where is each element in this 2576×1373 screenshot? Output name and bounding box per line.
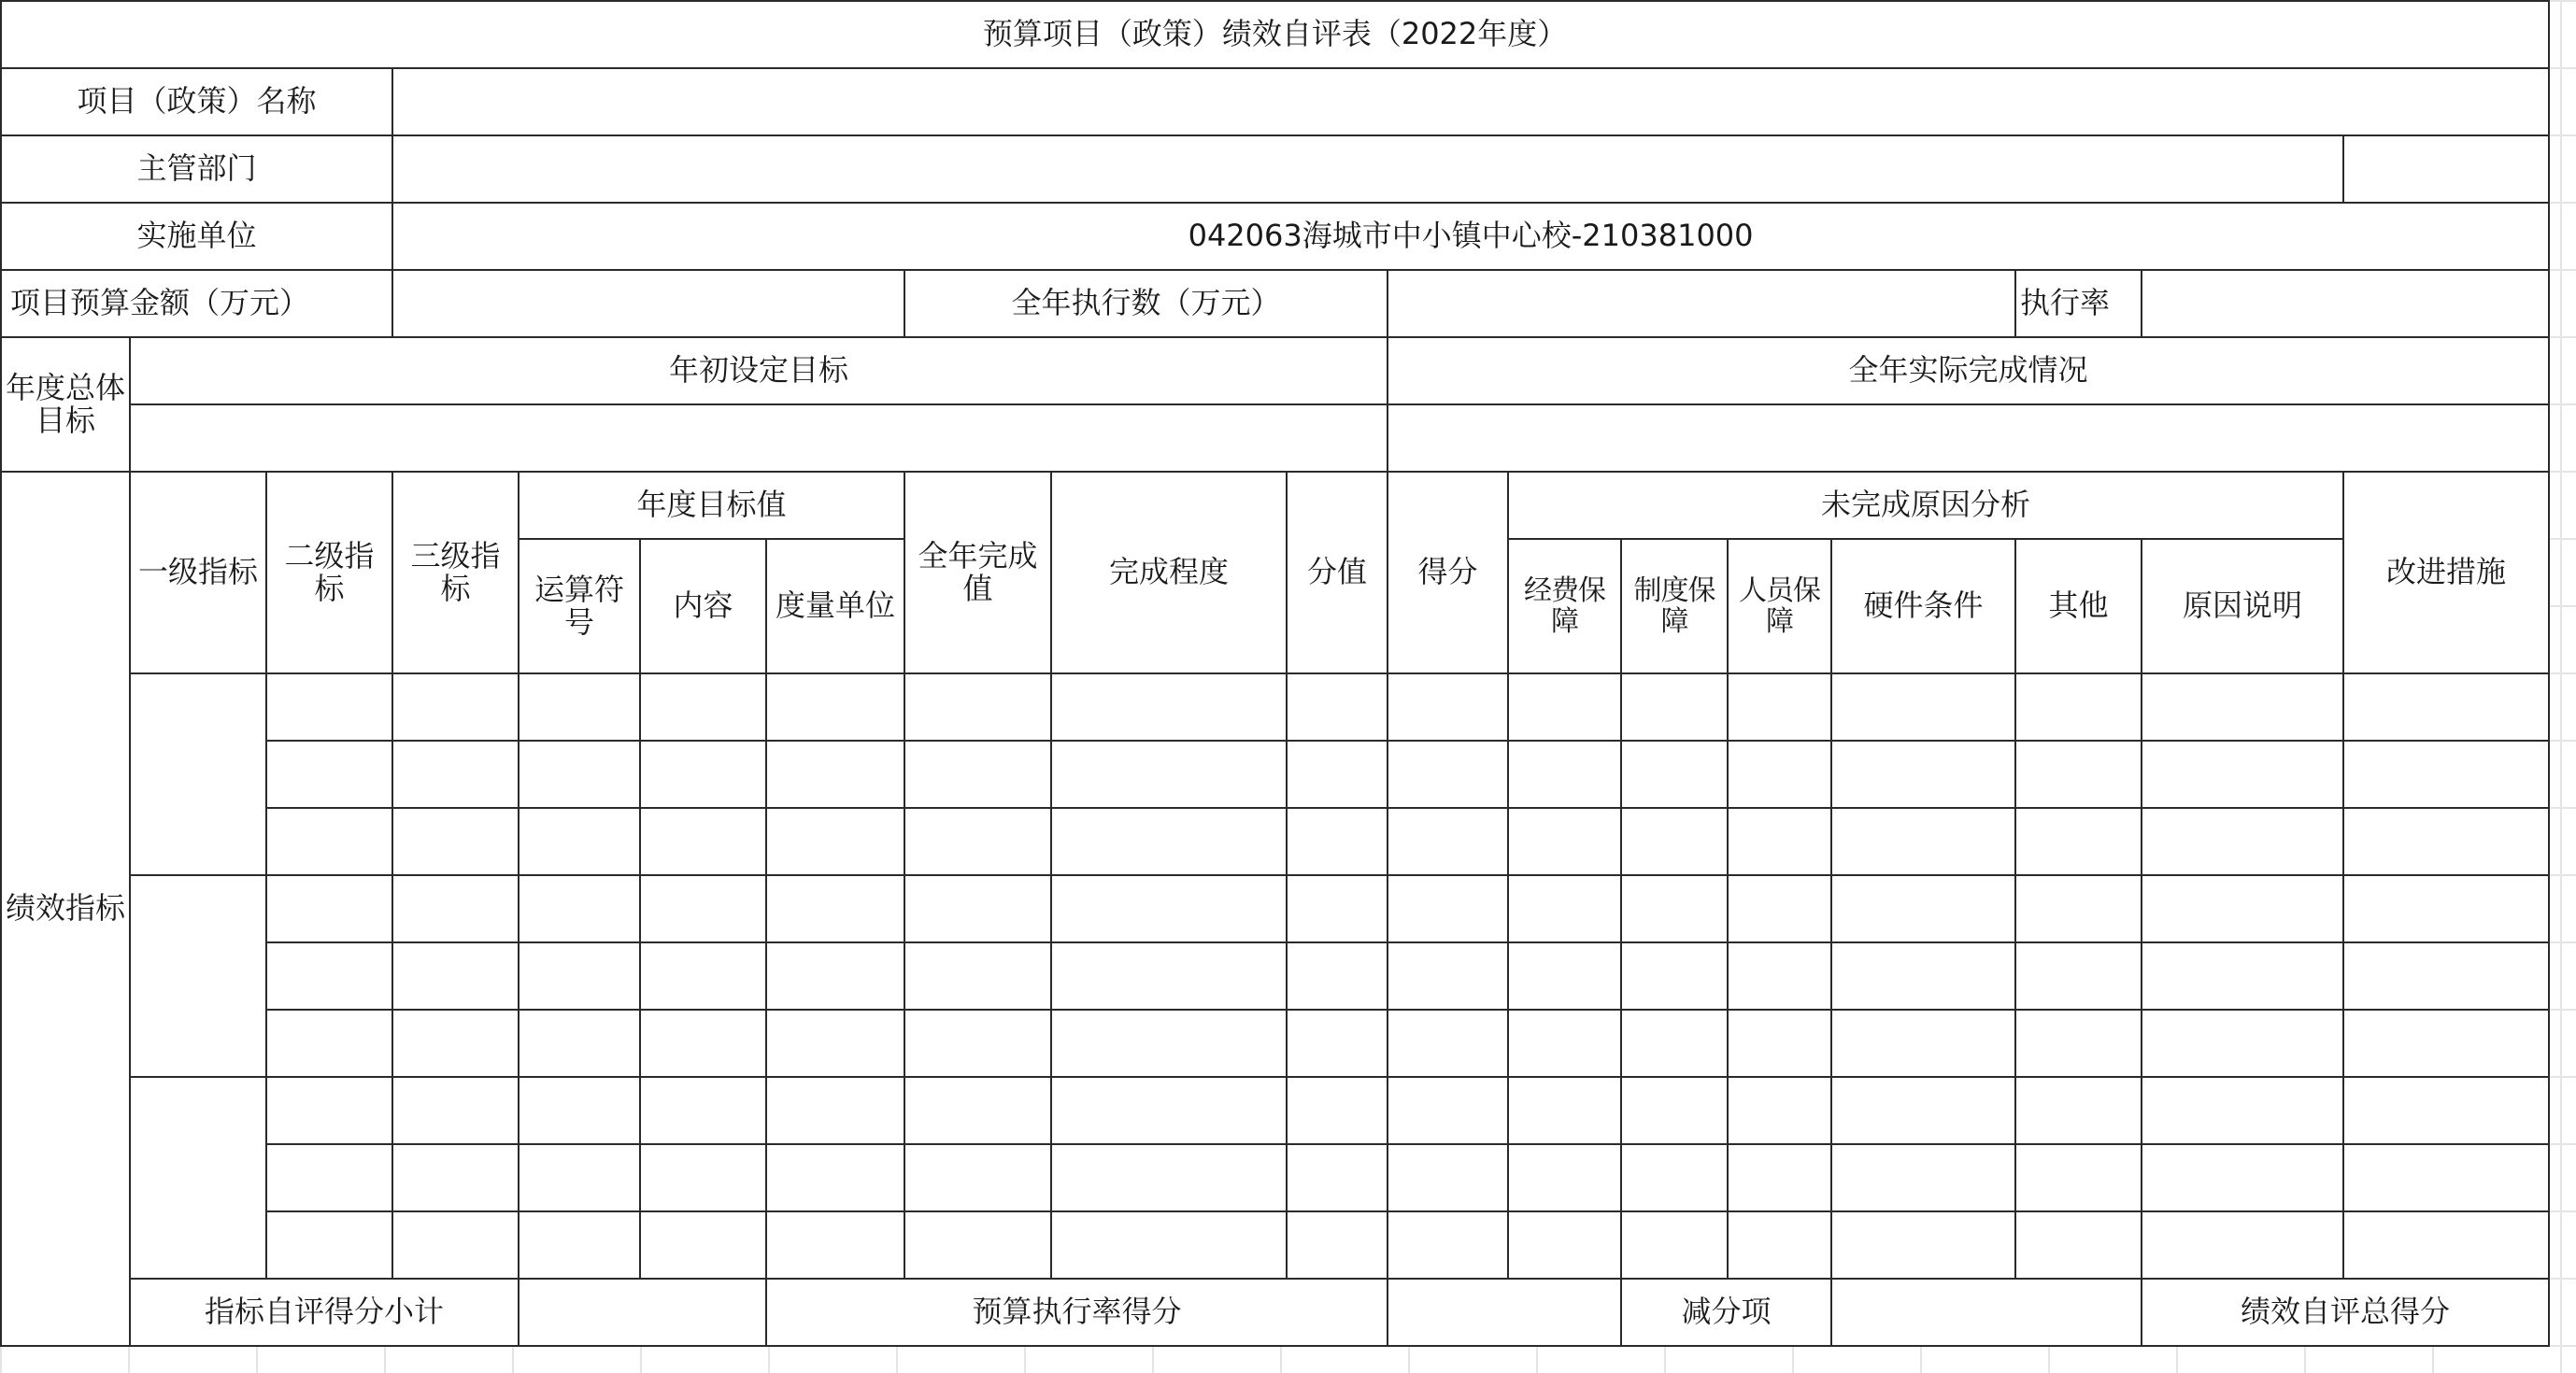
table-cell[interactable] xyxy=(766,673,904,741)
table-cell[interactable] xyxy=(2015,1211,2142,1279)
initial-goal-value[interactable] xyxy=(130,404,1388,472)
table-cell[interactable] xyxy=(1051,1211,1287,1279)
table-cell[interactable] xyxy=(392,741,519,808)
header-personnel[interactable]: 人员保障 xyxy=(1728,539,1831,673)
actual-completion-value[interactable] xyxy=(1388,404,2549,472)
perf-indicator-label[interactable]: 绩效指标 xyxy=(1,472,130,1346)
table-cell[interactable] xyxy=(1051,942,1287,1010)
table-cell[interactable] xyxy=(1287,741,1388,808)
table-cell[interactable] xyxy=(392,1077,519,1144)
form-title[interactable]: 预算项目（政策）绩效自评表（2022年度） xyxy=(1,1,2549,68)
header-annual-completed[interactable]: 全年完成值 xyxy=(904,472,1051,673)
table-cell[interactable] xyxy=(1051,741,1287,808)
table-cell[interactable] xyxy=(1051,808,1287,875)
level1-group-cell[interactable] xyxy=(130,673,266,875)
table-cell[interactable] xyxy=(1728,1010,1831,1077)
indicator-row xyxy=(1,673,2549,741)
table-cell[interactable] xyxy=(519,673,640,741)
table-cell[interactable] xyxy=(1508,1144,1621,1211)
table-cell[interactable] xyxy=(1287,875,1388,942)
table-cell[interactable] xyxy=(1287,1077,1388,1144)
header-funding[interactable]: 经费保障 xyxy=(1508,539,1621,673)
table-cell[interactable] xyxy=(640,808,766,875)
table-cell[interactable] xyxy=(266,808,392,875)
header-level3[interactable]: 三级指标 xyxy=(392,472,519,673)
table-cell[interactable] xyxy=(1621,1010,1728,1077)
dept-label[interactable]: 主管部门 xyxy=(1,135,392,203)
dept-value[interactable] xyxy=(392,135,2343,203)
table-cell[interactable] xyxy=(904,741,1051,808)
table-cell[interactable] xyxy=(266,1211,392,1279)
table-cell[interactable] xyxy=(904,673,1051,741)
table-cell[interactable] xyxy=(2142,808,2343,875)
table-cell[interactable] xyxy=(766,1077,904,1144)
table-cell[interactable] xyxy=(904,875,1051,942)
table-cell[interactable] xyxy=(1388,1010,1508,1077)
header-operator[interactable]: 运算符号 xyxy=(519,539,640,673)
header-score[interactable]: 得分 xyxy=(1388,472,1508,673)
table-cell[interactable] xyxy=(2015,741,2142,808)
table-cell[interactable] xyxy=(519,808,640,875)
table-cell[interactable] xyxy=(640,942,766,1010)
table-cell[interactable] xyxy=(1621,875,1728,942)
header-system[interactable]: 制度保障 xyxy=(1621,539,1728,673)
indicator-row xyxy=(1,1211,2549,1279)
table-cell[interactable] xyxy=(2142,1010,2343,1077)
table-cell[interactable] xyxy=(1287,1010,1388,1077)
table-cell[interactable] xyxy=(2343,1077,2549,1144)
table-cell[interactable] xyxy=(1508,1211,1621,1279)
table-cell[interactable] xyxy=(519,942,640,1010)
table-cell[interactable] xyxy=(266,875,392,942)
table-cell[interactable] xyxy=(266,1144,392,1211)
table-cell[interactable] xyxy=(1388,741,1508,808)
table-cell[interactable] xyxy=(1388,1077,1508,1144)
indicator-row xyxy=(1,1010,2549,1077)
table-cell[interactable] xyxy=(392,1211,519,1279)
impl-unit-row xyxy=(1,203,2549,270)
header-improvement[interactable]: 改进措施 xyxy=(2343,472,2549,673)
table-cell[interactable] xyxy=(1831,673,2015,741)
table-cell[interactable] xyxy=(1508,875,1621,942)
table-cell[interactable] xyxy=(1621,808,1728,875)
table-cell[interactable] xyxy=(1621,1211,1728,1279)
table-cell[interactable] xyxy=(2142,1211,2343,1279)
table-cell[interactable] xyxy=(266,1077,392,1144)
indicator-row xyxy=(1,741,2549,808)
table-cell[interactable] xyxy=(392,1144,519,1211)
budget-rate-score-label[interactable]: 预算执行率得分 xyxy=(766,1279,1388,1346)
level1-group-cell[interactable] xyxy=(130,875,266,1077)
table-cell[interactable] xyxy=(392,808,519,875)
table-cell[interactable] xyxy=(1508,942,1621,1010)
table-cell[interactable] xyxy=(904,1144,1051,1211)
annual-exec-value[interactable] xyxy=(1388,270,2015,337)
header-content[interactable]: 内容 xyxy=(640,539,766,673)
table-cell[interactable] xyxy=(519,1010,640,1077)
table-cell[interactable] xyxy=(266,673,392,741)
table-cell[interactable] xyxy=(1621,1144,1728,1211)
table-cell[interactable] xyxy=(1728,808,1831,875)
table-cell[interactable] xyxy=(2015,875,2142,942)
table-cell[interactable] xyxy=(2015,1010,2142,1077)
table-cell[interactable] xyxy=(904,1077,1051,1144)
table-cell[interactable] xyxy=(640,1010,766,1077)
table-cell[interactable] xyxy=(904,808,1051,875)
table-cell[interactable] xyxy=(519,1077,640,1144)
table-cell[interactable] xyxy=(266,1010,392,1077)
table-cell[interactable] xyxy=(1728,942,1831,1010)
table-cell[interactable] xyxy=(2343,673,2549,741)
table-cell[interactable] xyxy=(1388,673,1508,741)
table-cell[interactable] xyxy=(2343,741,2549,808)
indicator-header-row-1 xyxy=(1,472,2549,539)
budget-label-part-a[interactable]: 项目预算 xyxy=(1,270,130,337)
table-cell[interactable] xyxy=(1287,942,1388,1010)
table-cell[interactable] xyxy=(1831,808,2015,875)
impl-unit-value[interactable]: 042063海城市中小镇中心校-210381000 xyxy=(392,203,2549,270)
table-cell[interactable] xyxy=(2343,1144,2549,1211)
annual-goal-header-row xyxy=(1,337,2549,404)
table-cell[interactable] xyxy=(904,942,1051,1010)
project-name-row xyxy=(1,68,2549,135)
table-cell[interactable] xyxy=(1831,1010,2015,1077)
table-cell[interactable] xyxy=(1508,808,1621,875)
table-cell[interactable] xyxy=(2015,942,2142,1010)
table-cell[interactable] xyxy=(766,1144,904,1211)
table-cell[interactable] xyxy=(1831,1077,2015,1144)
total-score-label[interactable]: 绩效自评总得分 xyxy=(2142,1279,2549,1346)
indicator-row xyxy=(1,942,2549,1010)
table-cell[interactable] xyxy=(640,1211,766,1279)
header-other[interactable]: 其他 xyxy=(2015,539,2142,673)
title-row xyxy=(1,1,2549,68)
table-cell[interactable] xyxy=(640,1077,766,1144)
table-cell[interactable] xyxy=(640,1144,766,1211)
table-cell[interactable] xyxy=(1388,808,1508,875)
header-reason-analysis[interactable]: 未完成原因分析 xyxy=(1508,472,2343,539)
table-cell[interactable] xyxy=(519,1144,640,1211)
table-cell[interactable] xyxy=(2142,875,2343,942)
table-cell[interactable] xyxy=(2142,942,2343,1010)
table-cell[interactable] xyxy=(640,875,766,942)
table-cell[interactable] xyxy=(1508,1010,1621,1077)
initial-goal-label[interactable]: 年初设定目标 xyxy=(130,337,1388,404)
table-cell[interactable] xyxy=(766,942,904,1010)
table-cell[interactable] xyxy=(519,1211,640,1279)
budget-amount-value[interactable] xyxy=(392,270,904,337)
table-cell[interactable] xyxy=(1728,875,1831,942)
table-cell[interactable] xyxy=(392,673,519,741)
table-cell[interactable] xyxy=(1831,1144,2015,1211)
table-cell[interactable] xyxy=(2142,1144,2343,1211)
table-cell[interactable] xyxy=(1287,1211,1388,1279)
annual-exec-label[interactable]: 全年执行数（万元） xyxy=(904,270,1388,337)
table-cell[interactable] xyxy=(392,942,519,1010)
header-weight[interactable]: 分值 xyxy=(1287,472,1388,673)
table-cell[interactable] xyxy=(766,1010,904,1077)
table-cell[interactable] xyxy=(1728,1211,1831,1279)
table-cell[interactable] xyxy=(1051,673,1287,741)
table-cell[interactable] xyxy=(640,673,766,741)
table-cell[interactable] xyxy=(1728,673,1831,741)
table-cell[interactable] xyxy=(1831,741,2015,808)
table-cell[interactable] xyxy=(266,741,392,808)
header-reason-desc[interactable]: 原因说明 xyxy=(2142,539,2343,673)
table-cell[interactable] xyxy=(1728,1077,1831,1144)
annual-goal-value-row xyxy=(1,404,2549,472)
table-cell[interactable] xyxy=(1621,942,1728,1010)
table-cell[interactable] xyxy=(766,741,904,808)
table-cell[interactable] xyxy=(2015,808,2142,875)
table-cell[interactable] xyxy=(1508,673,1621,741)
table-cell[interactable] xyxy=(1388,1144,1508,1211)
table-cell[interactable] xyxy=(1621,741,1728,808)
table-cell[interactable] xyxy=(766,875,904,942)
table-cell[interactable] xyxy=(1508,741,1621,808)
table-cell[interactable] xyxy=(392,875,519,942)
table-cell[interactable] xyxy=(2015,673,2142,741)
exec-rate-label[interactable]: 执行率 xyxy=(2015,270,2142,337)
table-cell[interactable] xyxy=(2343,808,2549,875)
indicator-row xyxy=(1,1144,2549,1211)
table-cell[interactable] xyxy=(904,1010,1051,1077)
impl-unit-label[interactable]: 实施单位 xyxy=(1,203,392,270)
table-cell[interactable] xyxy=(2142,741,2343,808)
table-cell[interactable] xyxy=(1051,875,1287,942)
deduction-label[interactable]: 减分项 xyxy=(1621,1279,1831,1346)
table-cell[interactable] xyxy=(766,808,904,875)
indicator-row xyxy=(1,808,2549,875)
table-cell[interactable] xyxy=(1388,942,1508,1010)
table-cell[interactable] xyxy=(1287,673,1388,741)
header-level2[interactable]: 二级指标 xyxy=(266,472,392,673)
table-cell[interactable] xyxy=(1287,1144,1388,1211)
project-name-label[interactable]: 项目（政策）名称 xyxy=(1,68,392,135)
table-cell[interactable] xyxy=(2343,1211,2549,1279)
indicator-row xyxy=(1,875,2549,942)
table-cell[interactable] xyxy=(904,1211,1051,1279)
annual-goal-label[interactable]: 年度总体目标 xyxy=(1,337,130,472)
indicator-row xyxy=(1,1077,2549,1144)
exec-rate-value[interactable] xyxy=(2142,270,2549,337)
table-cell[interactable] xyxy=(2015,1144,2142,1211)
budget-rate-score-value[interactable] xyxy=(1388,1279,1621,1346)
subtotal-value[interactable] xyxy=(519,1279,766,1346)
header-annual-target[interactable]: 年度目标值 xyxy=(519,472,904,539)
table-cell[interactable] xyxy=(519,741,640,808)
table-cell[interactable] xyxy=(519,875,640,942)
table-cell[interactable] xyxy=(2015,1077,2142,1144)
table-cell[interactable] xyxy=(2142,673,2343,741)
table-cell[interactable] xyxy=(2343,875,2549,942)
table-cell[interactable] xyxy=(1621,1077,1728,1144)
header-hardware[interactable]: 硬件条件 xyxy=(1831,539,2015,673)
header-completion-degree[interactable]: 完成程度 xyxy=(1051,472,1287,673)
table-cell[interactable] xyxy=(1388,1211,1508,1279)
dept-row xyxy=(1,135,2549,203)
table-cell[interactable] xyxy=(266,942,392,1010)
table-cell[interactable] xyxy=(2142,1077,2343,1144)
table-cell[interactable] xyxy=(1621,673,1728,741)
table-cell[interactable] xyxy=(392,1010,519,1077)
header-level1[interactable]: 一级指标 xyxy=(130,472,266,673)
budget-row xyxy=(1,270,2549,337)
actual-completion-label[interactable]: 全年实际完成情况 xyxy=(1388,337,2549,404)
budget-label-part-b[interactable]: 金额（万元） xyxy=(130,270,392,337)
dept-extra-cell[interactable] xyxy=(2343,135,2549,203)
table-cell[interactable] xyxy=(1508,1077,1621,1144)
table-cell[interactable] xyxy=(1831,1211,2015,1279)
table-cell[interactable] xyxy=(1831,942,2015,1010)
table-cell[interactable] xyxy=(1051,1077,1287,1144)
table-cell[interactable] xyxy=(766,1211,904,1279)
subtotal-label[interactable]: 指标自评得分小计 xyxy=(130,1279,519,1346)
score-summary-row xyxy=(1,1279,2549,1346)
table-cell[interactable] xyxy=(640,741,766,808)
table-cell[interactable] xyxy=(1728,1144,1831,1211)
project-name-value[interactable] xyxy=(392,68,2549,135)
header-unit[interactable]: 度量单位 xyxy=(766,539,904,673)
deduction-value[interactable] xyxy=(1831,1279,2142,1346)
table-cell[interactable] xyxy=(1728,741,1831,808)
table-cell[interactable] xyxy=(1051,1010,1287,1077)
table-cell[interactable] xyxy=(2343,1010,2549,1077)
table-cell[interactable] xyxy=(2343,942,2549,1010)
table-cell[interactable] xyxy=(1287,808,1388,875)
table-cell[interactable] xyxy=(1831,875,2015,942)
level1-group-cell[interactable] xyxy=(130,1077,266,1279)
table-cell[interactable] xyxy=(1051,1144,1287,1211)
table-cell[interactable] xyxy=(1388,875,1508,942)
